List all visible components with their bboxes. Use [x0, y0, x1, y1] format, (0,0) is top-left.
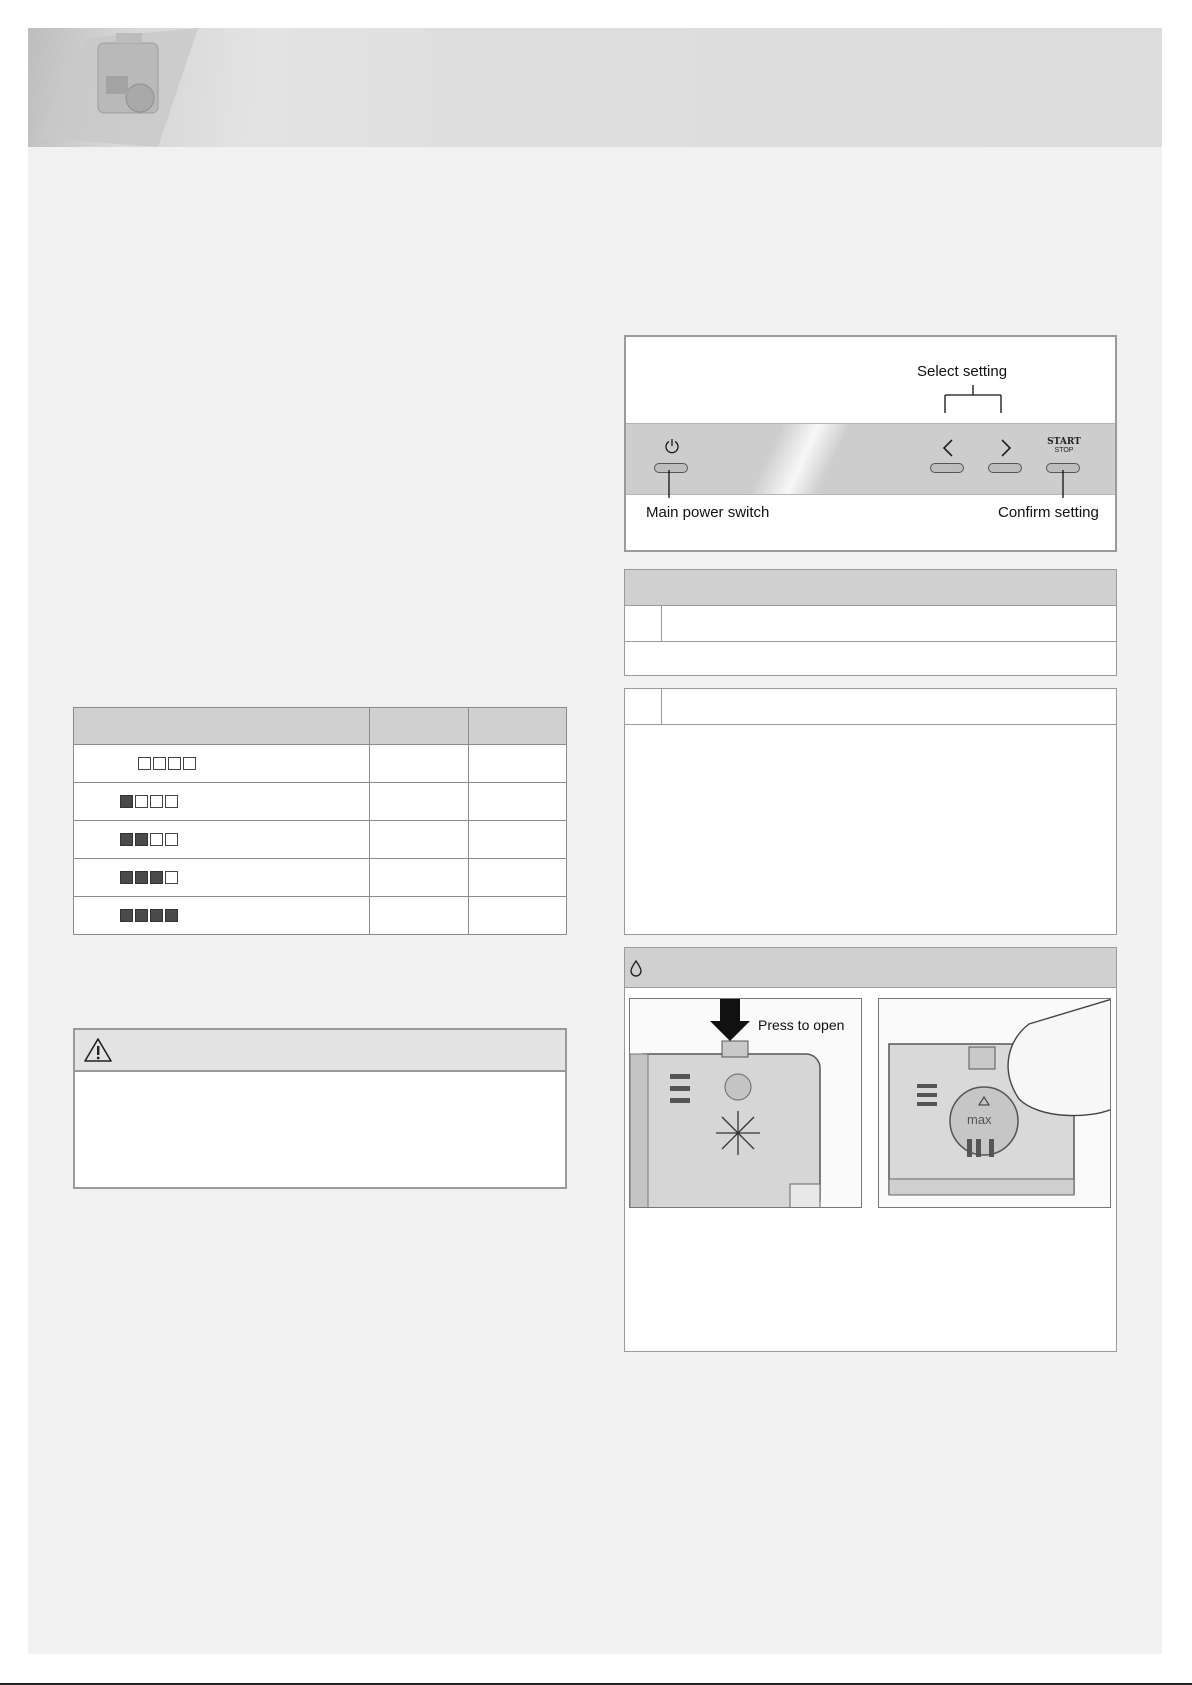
empty-square-icon: [165, 871, 178, 884]
level-value-cell: [468, 783, 566, 821]
confirm-setting-label: Confirm setting: [998, 504, 1099, 521]
confirm-callout-line: [1060, 470, 1066, 500]
row-number-cell: [625, 606, 662, 641]
empty-square-icon: [153, 757, 166, 770]
press-to-open-label: Press to open: [758, 1017, 845, 1033]
level-indicator: [120, 795, 178, 808]
level-value-cell: [370, 897, 468, 935]
filled-square-icon: [165, 909, 178, 922]
level-row: [74, 859, 567, 897]
select-right-button[interactable]: [988, 463, 1022, 473]
empty-square-icon: [135, 795, 148, 808]
chevron-left-icon: [942, 438, 954, 458]
filled-square-icon: [120, 833, 133, 846]
empty-square-icon: [183, 757, 196, 770]
filled-square-icon: [120, 871, 133, 884]
level-row: [74, 783, 567, 821]
level-row: [74, 745, 567, 783]
empty-square-icon: [138, 757, 151, 770]
power-callout-line: [666, 470, 672, 500]
header-photo: [28, 28, 258, 147]
level-table-header: [74, 708, 567, 745]
info-box-a-row: [625, 606, 1116, 642]
warning-box: [73, 1028, 567, 1189]
level-indicator-cell: [74, 897, 370, 935]
level-value-cell: [468, 821, 566, 859]
empty-square-icon: [165, 833, 178, 846]
header-cell: [468, 708, 566, 745]
control-panel-diagram: [624, 335, 1117, 552]
level-indicator-cell: [74, 745, 370, 783]
level-table: [73, 707, 567, 935]
level-indicator-cell: [74, 821, 370, 859]
level-value-cell: [370, 745, 468, 783]
select-setting-bracket: [941, 385, 1005, 415]
header-cell: [74, 708, 370, 745]
filled-square-icon: [150, 909, 163, 922]
level-row: [74, 897, 567, 935]
level-value-cell: [370, 821, 468, 859]
power-icon: [664, 438, 680, 454]
level-value-cell: [468, 897, 566, 935]
info-box-b: [624, 688, 1117, 935]
header-cell: [370, 708, 468, 745]
control-strip: [626, 423, 1115, 495]
filled-square-icon: [120, 909, 133, 922]
warning-header: [75, 1030, 565, 1072]
info-box-a-header: [625, 570, 1116, 606]
level-indicator: [138, 757, 196, 770]
empty-square-icon: [168, 757, 181, 770]
level-value-cell: [468, 859, 566, 897]
level-indicator-cell: [74, 859, 370, 897]
level-indicator: [120, 909, 178, 922]
start-label: START: [1047, 437, 1081, 447]
filled-square-icon: [135, 871, 148, 884]
max-label: max: [967, 1112, 992, 1127]
warning-icon: [83, 1037, 113, 1063]
drop-icon: [629, 959, 643, 977]
dispenser-open-illustration: [878, 998, 1111, 1208]
info-box-a: [624, 569, 1117, 676]
row-number-cell: [625, 689, 662, 724]
start-stop-label: [1046, 438, 1082, 454]
empty-square-icon: [165, 795, 178, 808]
select-setting-label: Select setting: [917, 363, 1008, 380]
dispenser-box-header: [625, 948, 1116, 988]
dispenser-closed-illustration: [629, 998, 862, 1208]
filled-square-icon: [120, 795, 133, 808]
level-indicator: [120, 833, 178, 846]
chevron-right-icon: [1000, 438, 1012, 458]
empty-square-icon: [150, 795, 163, 808]
filled-square-icon: [150, 871, 163, 884]
level-indicator: [120, 871, 178, 884]
level-value-cell: [468, 745, 566, 783]
level-row: [74, 821, 567, 859]
select-left-button[interactable]: [930, 463, 964, 473]
level-value-cell: [370, 859, 468, 897]
info-box-b-row: [625, 689, 1116, 725]
stop-label: STOP: [1054, 447, 1074, 454]
dispenser-box: [624, 947, 1117, 1352]
level-value-cell: [370, 783, 468, 821]
header-banner: [28, 28, 1162, 147]
dispenser-open-icon: [879, 999, 1111, 1208]
filled-square-icon: [135, 909, 148, 922]
level-indicator-cell: [74, 783, 370, 821]
dispenser-photo-icon: [28, 28, 258, 147]
empty-square-icon: [150, 833, 163, 846]
main-power-switch-label: Main power switch: [646, 504, 770, 521]
filled-square-icon: [135, 833, 148, 846]
